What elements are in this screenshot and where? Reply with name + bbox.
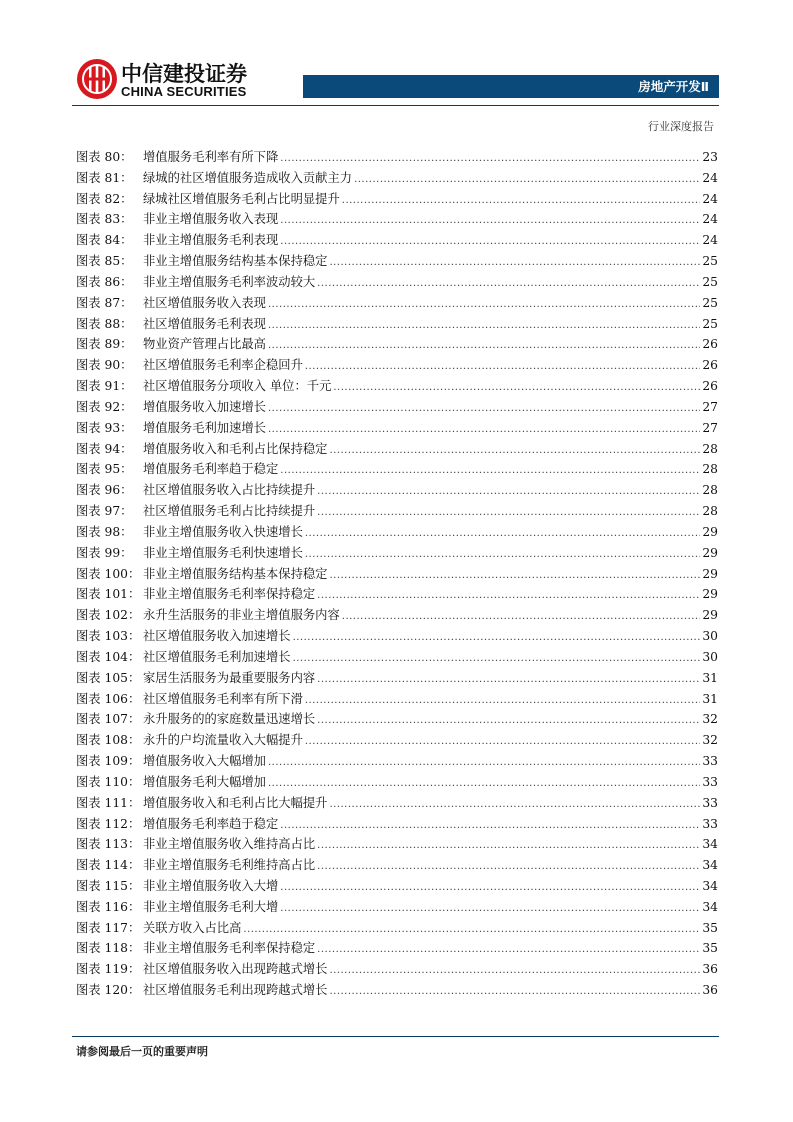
toc-entry[interactable]	[76, 147, 718, 168]
page-number: 33	[702, 795, 718, 810]
figure-label: 图表 108：	[76, 733, 141, 748]
figure-label: 图表 81：	[76, 170, 133, 185]
figure-label: 图表 95：	[76, 462, 133, 477]
footer-divider	[72, 1036, 719, 1037]
page-number: 27	[702, 399, 718, 414]
figure-title[interactable]: 绿城社区增值服务毛利占比明显提升	[143, 191, 340, 206]
toc-entry[interactable]	[76, 293, 718, 314]
page-number: 34	[702, 837, 718, 852]
dot-leader	[317, 486, 700, 497]
figure-title[interactable]: 社区增值服务收入加速增长	[143, 629, 291, 644]
figure-label: 图表 100：	[76, 566, 141, 581]
toc-entry[interactable]	[76, 334, 718, 355]
dot-leader	[268, 299, 700, 310]
page-number: 26	[702, 337, 718, 352]
figure-title[interactable]: 非业主增值服务结构基本保持稳定	[143, 566, 328, 581]
dot-leader	[268, 403, 700, 414]
dot-leader	[329, 257, 700, 268]
page-number: 29	[702, 566, 718, 581]
figure-label: 图表 83：	[76, 212, 133, 227]
toc-entry[interactable]	[76, 751, 718, 772]
report-type: 行业深度报告	[648, 120, 714, 133]
figure-title[interactable]: 非业主增值服务结构基本保持稳定	[143, 254, 328, 269]
page-number: 29	[702, 524, 718, 539]
figure-label: 图表 109：	[76, 754, 141, 769]
page-number: 25	[702, 274, 718, 289]
toc-entry[interactable]	[76, 938, 718, 959]
figure-label: 图表 119：	[76, 962, 141, 977]
figure-label: 图表 91：	[76, 379, 133, 394]
figure-label: 图表 98：	[76, 524, 133, 539]
dot-leader	[268, 424, 700, 435]
dot-leader	[293, 653, 701, 664]
figure-title[interactable]: 增值服务收入和毛利占比大幅提升	[143, 795, 328, 810]
figure-title[interactable]: 增值服务收入大幅增加	[143, 754, 266, 769]
figure-title[interactable]: 永升的户均流量收入大幅提升	[143, 733, 303, 748]
page-number: 28	[702, 483, 718, 498]
toc-entry[interactable]	[76, 626, 718, 647]
figure-label: 图表 118：	[76, 941, 141, 956]
page-number: 29	[702, 608, 718, 623]
page-number: 29	[702, 545, 718, 560]
figure-label: 图表 94：	[76, 441, 133, 456]
figure-title[interactable]: 增值服务毛利大幅增加	[143, 774, 266, 789]
figure-label: 图表 96：	[76, 483, 133, 498]
page-number: 31	[702, 691, 718, 706]
dot-leader	[243, 924, 700, 935]
figure-title[interactable]: 增值服务收入和毛利占比保持稳定	[143, 441, 328, 456]
dot-leader	[293, 632, 701, 643]
dot-leader	[329, 965, 700, 976]
page-number: 28	[702, 462, 718, 477]
figure-title[interactable]: 增值服务毛利率趋于稳定	[143, 816, 279, 831]
figure-title[interactable]: 永升服务的的家庭数量迅速增长	[143, 712, 316, 727]
page-number: 33	[702, 774, 718, 789]
toc-entry[interactable]	[76, 522, 718, 543]
toc-entry[interactable]	[76, 834, 718, 855]
figure-title[interactable]: 非业主增值服务毛利率保持稳定	[143, 587, 316, 602]
page-number: 34	[702, 899, 718, 914]
page-number: 30	[702, 629, 718, 644]
toc-entry[interactable]	[76, 730, 718, 751]
figure-label: 图表 113：	[76, 837, 141, 852]
toc-entry[interactable]	[76, 793, 718, 814]
page-number: 33	[702, 754, 718, 769]
dot-leader	[329, 445, 700, 456]
page-number: 25	[702, 295, 718, 310]
toc-entry[interactable]	[76, 897, 718, 918]
figure-label: 图表 84：	[76, 233, 133, 248]
dot-leader	[329, 986, 700, 997]
page-number: 25	[702, 316, 718, 331]
figure-label: 图表 101：	[76, 587, 141, 602]
dot-leader	[268, 320, 700, 331]
page-number: 32	[702, 733, 718, 748]
page-number: 29	[702, 587, 718, 602]
dot-leader	[268, 340, 700, 351]
header-divider	[72, 105, 719, 106]
figure-title[interactable]: 社区增值服务毛利出现跨越式增长	[143, 983, 328, 998]
page-number: 27	[702, 420, 718, 435]
figure-title[interactable]: 物业资产管理占比最高	[143, 337, 266, 352]
toc-entry[interactable]	[76, 418, 718, 439]
dot-leader	[329, 799, 700, 810]
figure-title[interactable]: 非业主增值服务毛利率波动较大	[143, 274, 316, 289]
figure-title[interactable]: 非业主增值服务毛利快速增长	[143, 545, 303, 560]
dot-leader	[333, 382, 700, 393]
figure-label: 图表 120：	[76, 983, 141, 998]
toc-entry[interactable]	[76, 480, 718, 501]
page-number: 23	[702, 150, 718, 164]
figure-label: 图表 80：	[76, 150, 133, 164]
dot-leader	[317, 278, 700, 289]
toc-entry[interactable]	[76, 209, 718, 230]
figure-label: 图表 106：	[76, 691, 141, 706]
figure-label: 图表 93：	[76, 420, 133, 435]
figure-label: 图表 105：	[76, 670, 141, 685]
toc-entry[interactable]	[76, 668, 718, 689]
figure-title[interactable]: 增值服务毛利加速增长	[143, 420, 266, 435]
figure-title[interactable]: 社区增值服务毛利加速增长	[143, 649, 291, 664]
figure-label: 图表 82：	[76, 191, 133, 206]
dot-leader	[305, 695, 700, 706]
dot-leader	[305, 736, 700, 747]
toc-entry[interactable]	[76, 230, 718, 251]
dot-leader	[317, 840, 700, 851]
figure-title[interactable]: 非业主增值服务毛利率保持稳定	[143, 941, 316, 956]
toc-entry[interactable]	[76, 605, 718, 626]
figure-label: 图表 90：	[76, 358, 133, 373]
page-number: 35	[702, 920, 718, 935]
figure-title[interactable]: 增值服务毛利率有所下降	[143, 150, 279, 164]
toc-entry[interactable]	[76, 709, 718, 730]
page-number: 36	[702, 983, 718, 998]
figure-title[interactable]: 社区增值服务收入表现	[143, 295, 266, 310]
toc-entry[interactable]	[76, 397, 718, 418]
dot-leader	[317, 507, 700, 518]
figure-title[interactable]: 社区增值服务毛利率有所下滑	[143, 691, 303, 706]
figure-title[interactable]: 非业主增值服务收入表现	[143, 212, 279, 227]
toc-entry[interactable]	[76, 959, 718, 980]
figure-label: 图表 116：	[76, 899, 141, 914]
dot-leader	[317, 861, 700, 872]
table-of-figures	[76, 147, 718, 1001]
figure-label: 图表 112：	[76, 816, 141, 831]
toc-entry[interactable]	[76, 647, 718, 668]
figure-label: 图表 86：	[76, 274, 133, 289]
figure-title[interactable]: 社区增值服务收入出现跨越式增长	[143, 962, 328, 977]
page-number: 30	[702, 649, 718, 664]
figure-title[interactable]: 非业主增值服务收入大增	[143, 878, 279, 893]
china-securities-logo-icon	[76, 58, 118, 100]
dot-leader	[280, 465, 700, 476]
figure-label: 图表 97：	[76, 504, 133, 519]
dot-leader	[329, 570, 700, 581]
toc-entry[interactable]	[76, 689, 718, 710]
page-number: 24	[702, 191, 718, 206]
figure-title[interactable]: 非业主增值服务毛利表现	[143, 233, 279, 248]
figure-title[interactable]: 非业主增值服务毛利大增	[143, 899, 279, 914]
toc-entry[interactable]	[76, 355, 718, 376]
figure-label: 图表 117：	[76, 920, 141, 935]
figure-label: 图表 107：	[76, 712, 141, 727]
dot-leader	[280, 882, 700, 893]
dot-leader	[305, 549, 700, 560]
page-number: 33	[702, 816, 718, 831]
dot-leader	[317, 715, 700, 726]
toc-entry[interactable]	[76, 855, 718, 876]
figure-title[interactable]: 社区增值服务毛利占比持续提升	[143, 504, 316, 519]
dot-leader	[305, 528, 700, 539]
dot-leader	[280, 820, 700, 831]
page-number: 34	[702, 878, 718, 893]
dot-leader	[280, 903, 700, 914]
toc-entry[interactable]	[76, 272, 718, 293]
toc-entry[interactable]	[76, 314, 718, 335]
figure-title[interactable]: 社区增值服务毛利率企稳回升	[143, 358, 303, 373]
page-number: 28	[702, 504, 718, 519]
dot-leader	[268, 778, 700, 789]
page-number: 35	[702, 941, 718, 956]
dot-leader	[280, 236, 700, 247]
footer-disclaimer: 请参阅最后一页的重要声明	[76, 1045, 208, 1058]
toc-entry[interactable]	[76, 189, 718, 210]
brand-name-en: CHINA SECURITIES	[121, 84, 247, 99]
figure-title[interactable]: 家居生活服务为最重要服务内容	[143, 670, 316, 685]
page-number: 24	[702, 233, 718, 248]
figure-label: 图表 103：	[76, 629, 141, 644]
figure-title[interactable]: 社区增值服务收入占比持续提升	[143, 483, 316, 498]
figure-label: 图表 102：	[76, 608, 141, 623]
figure-title[interactable]: 关联方收入占比高	[143, 920, 242, 935]
toc-entry[interactable]	[76, 772, 718, 793]
figure-label: 图表 85：	[76, 254, 133, 269]
figure-label: 图表 110：	[76, 774, 141, 789]
dot-leader	[305, 361, 700, 372]
figure-title[interactable]: 非业主增值服务毛利维持高占比	[143, 858, 316, 873]
figure-label: 图表 99：	[76, 545, 133, 560]
toc-entry[interactable]	[76, 251, 718, 272]
toc-entry[interactable]	[76, 501, 718, 522]
toc-entry[interactable]	[76, 918, 718, 939]
figure-label: 图表 104：	[76, 649, 141, 664]
dot-leader	[342, 195, 701, 206]
figure-title[interactable]: 绿城的社区增值服务造成收入贡献主力	[143, 170, 353, 185]
page-number: 28	[702, 441, 718, 456]
figure-label: 图表 114：	[76, 858, 141, 873]
page-number: 26	[702, 358, 718, 373]
toc-entry[interactable]	[76, 459, 718, 480]
page-number: 24	[702, 212, 718, 227]
figure-title[interactable]: 社区增值服务分项收入 单位：千元	[143, 379, 332, 394]
page-number: 25	[702, 254, 718, 269]
brand-name-cn: 中信建投证券	[121, 62, 247, 86]
toc-entry[interactable]	[76, 439, 718, 460]
sector-banner: 房地产开发Ⅱ	[303, 75, 719, 98]
figure-title[interactable]: 社区增值服务毛利表现	[143, 316, 266, 331]
page-number: 31	[702, 670, 718, 685]
toc-entry[interactable]	[76, 584, 718, 605]
toc-entry[interactable]	[76, 980, 718, 1001]
dot-leader	[354, 174, 700, 185]
figure-title[interactable]: 增值服务毛利率趋于稳定	[143, 462, 279, 477]
dot-leader	[317, 944, 700, 955]
dot-leader	[317, 590, 700, 601]
page-number: 36	[702, 962, 718, 977]
figure-title[interactable]: 增值服务收入加速增长	[143, 399, 266, 414]
figure-title[interactable]: 非业主增值服务收入维持高占比	[143, 837, 316, 852]
figure-label: 图表 89：	[76, 337, 133, 352]
figure-label: 图表 87：	[76, 295, 133, 310]
page-number: 26	[702, 379, 718, 394]
figure-label: 图表 88：	[76, 316, 133, 331]
toc-entry[interactable]	[76, 564, 718, 585]
page-number: 34	[702, 858, 718, 873]
dot-leader	[317, 674, 700, 685]
page-number: 24	[702, 170, 718, 185]
figure-label: 图表 115：	[76, 878, 141, 893]
dot-leader	[280, 153, 700, 164]
dot-leader	[342, 611, 701, 622]
figure-title[interactable]: 非业主增值服务收入快速增长	[143, 524, 303, 539]
toc-entry[interactable]	[76, 376, 718, 397]
figure-title[interactable]: 永升生活服务的非业主增值服务内容	[143, 608, 340, 623]
page-number: 32	[702, 712, 718, 727]
figure-label: 图表 111：	[76, 795, 141, 810]
dot-leader	[268, 757, 700, 768]
toc-entry[interactable]	[76, 168, 718, 189]
toc-entry[interactable]	[76, 543, 718, 564]
figure-label: 图表 92：	[76, 399, 133, 414]
dot-leader	[280, 215, 700, 226]
toc-entry[interactable]	[76, 814, 718, 835]
toc-entry[interactable]	[76, 876, 718, 897]
